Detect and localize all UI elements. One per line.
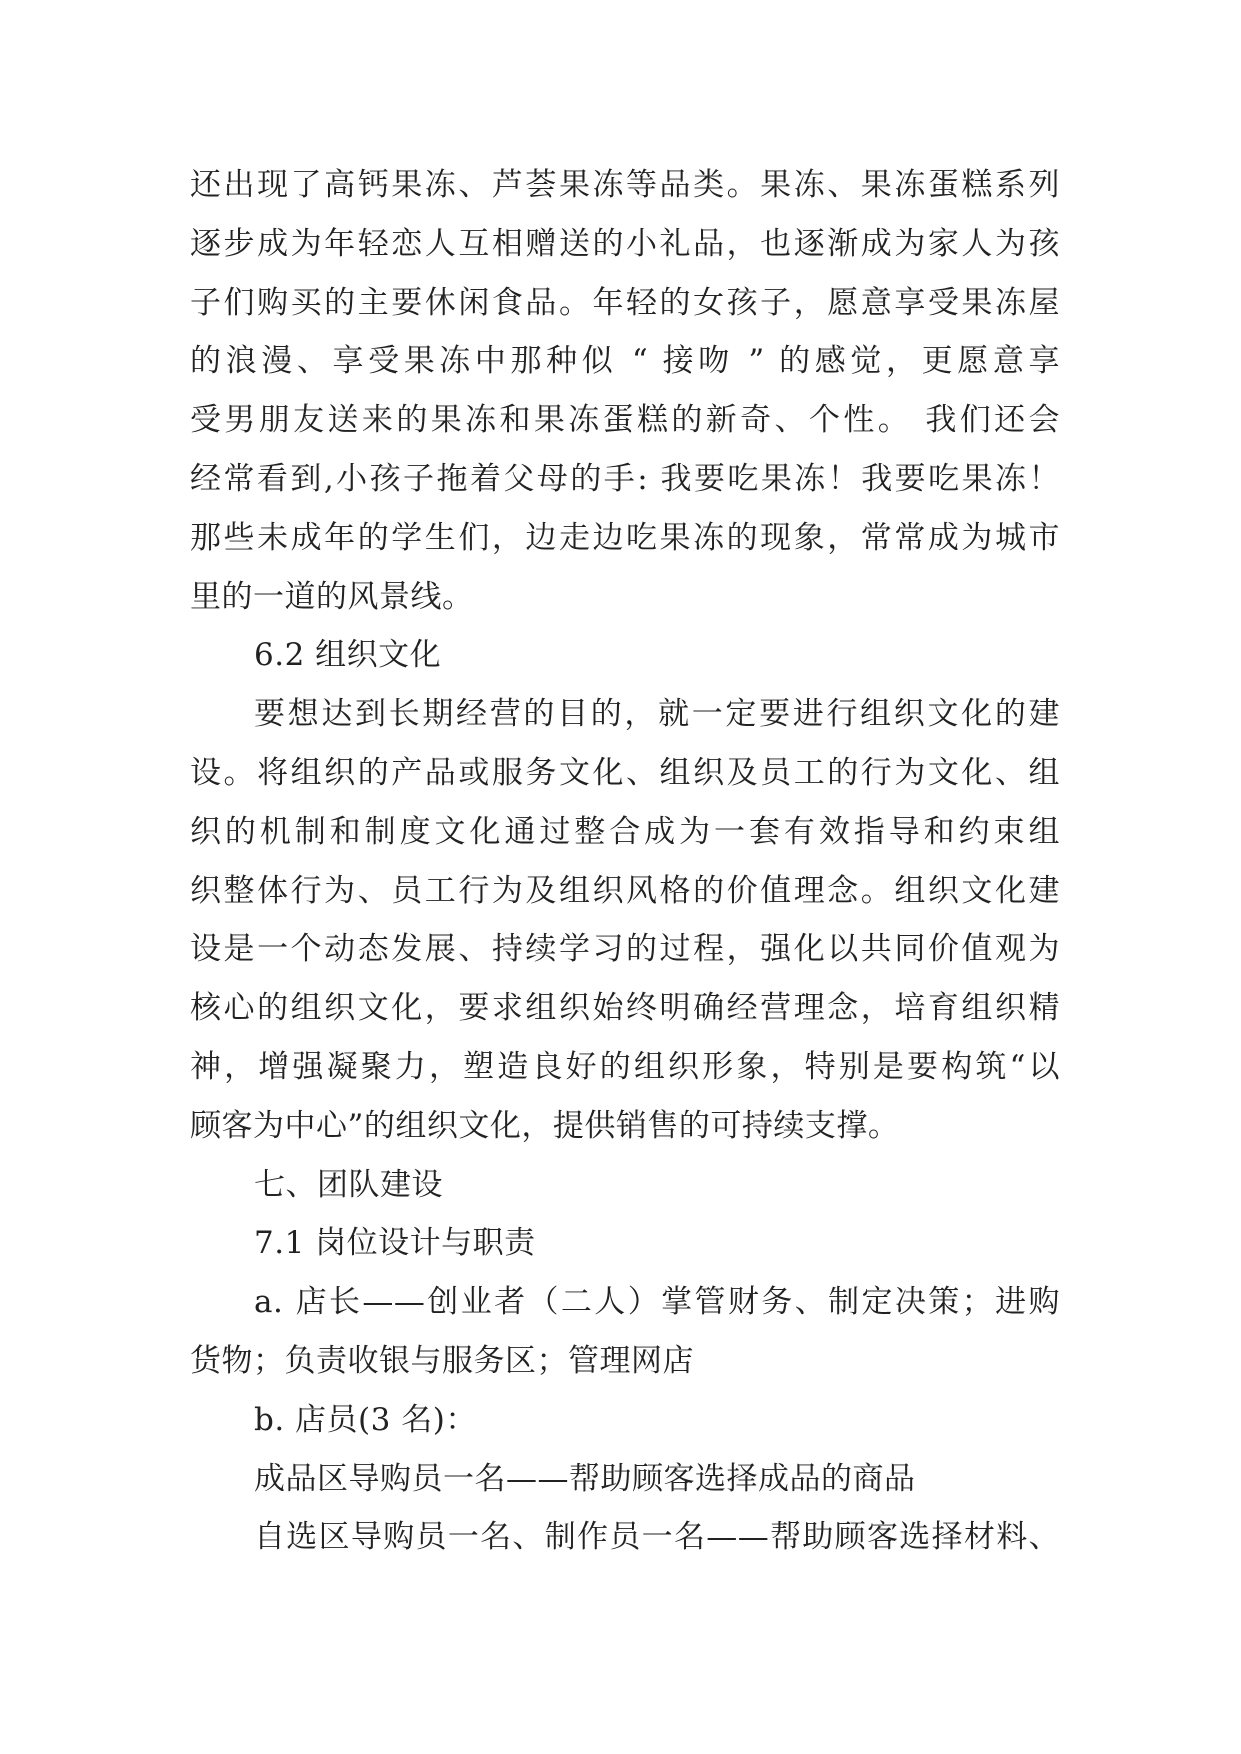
- text-line: 成品区导购员一名——帮助顾客选择成品的商品: [254, 1460, 916, 1497]
- text-line: 7.1 岗位设计与职责: [254, 1225, 536, 1262]
- body-text: [190, 156, 1060, 1567]
- text-line: 经常看到,小孩子拖着父母的手: 我要吃果冻！我要吃果冻！: [190, 460, 1060, 497]
- text-line: 神，增强凝聚力，塑造良好的组织形象，特别是要构筑“以: [190, 1048, 1060, 1085]
- text-line: 货物；负责收银与服务区；管理网店: [190, 1342, 694, 1379]
- text-line: 6.2 组织文化: [254, 637, 442, 674]
- text-line: 里的一道的风景线。: [190, 578, 474, 615]
- text-line: 受男朋友送来的果冻和果冻蛋糕的新奇、个性。 我们还会: [190, 402, 1060, 439]
- text-line: 逐步成为年轻恋人互相赠送的小礼品，也逐渐成为家人为孩: [190, 225, 1060, 262]
- text-line: 那些未成年的学生们，边走边吃果冻的现象，常常成为城市: [190, 519, 1060, 556]
- text-line: 子们购买的主要休闲食品。年轻的女孩子，愿意享受果冻屋: [190, 284, 1060, 321]
- text-line: 设。将组织的产品或服务文化、组织及员工的行为文化、组: [190, 754, 1060, 791]
- text-line: 织的机制和制度文化通过整合成为一套有效指导和约束组: [190, 813, 1060, 850]
- text-line: 七、团队建设: [254, 1166, 443, 1203]
- text-line: 顾客为中心”的组织文化，提供销售的可持续支撑。: [190, 1107, 900, 1144]
- text-line: 设是一个动态发展、持续学习的过程，强化以共同价值观为: [190, 931, 1060, 968]
- text-line: a. 店长——创业者（二人）掌管财务、制定决策；进购: [254, 1284, 1060, 1321]
- text-line: 自选区导购员一名、制作员一名——帮助顾客选择材料、: [254, 1519, 1060, 1556]
- text-line: 核心的组织文化，要求组织始终明确经营理念，培育组织精: [190, 990, 1060, 1027]
- text-line: 织整体行为、员工行为及组织风格的价值理念。组织文化建: [190, 872, 1060, 909]
- text-line: 还出现了高钙果冻、芦荟果冻等品类。果冻、果冻蛋糕系列: [190, 167, 1060, 203]
- text-line: b. 店员(3 名)：: [254, 1401, 477, 1438]
- text-line: 的浪漫、享受果冻中那种似 “ 接吻 ” 的感觉，更愿意享: [190, 343, 1060, 380]
- text-line: 要想达到长期经营的目的，就一定要进行组织文化的建: [254, 696, 1060, 733]
